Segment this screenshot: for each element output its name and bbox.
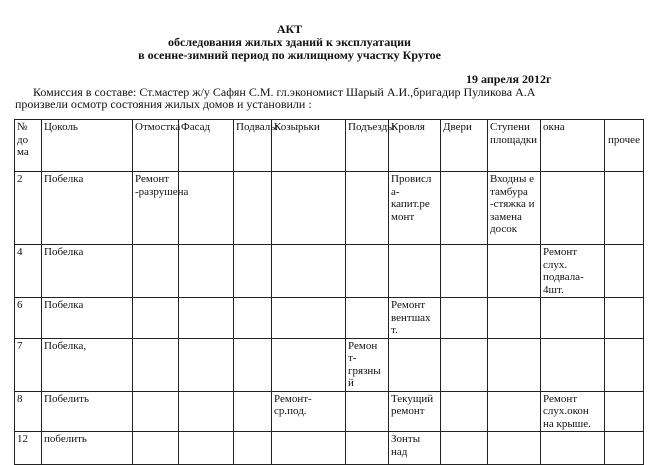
col-tsokol-cell: Побелить [42,391,133,432]
col-dveri-cell [441,432,488,465]
col-krovlya-cell: Провисл а-капит.ре монт [389,172,441,245]
col-stupeni-cell: Входны е тамбура -стяжка и замена досок [488,172,541,245]
col-otmostka-cell: Ремонт -разрушена [133,172,179,245]
col-no-header: № до ма [15,120,42,172]
col-no-cell: 6 [15,298,42,339]
col-fasad-header: Фасад [179,120,234,172]
col-dveri-cell [441,338,488,391]
col-stupeni-cell [488,432,541,465]
col-okna-cell [541,298,605,339]
col-prochee-cell [605,172,644,245]
col-podvaly-header: Подвалы [234,120,272,172]
col-tsokol-cell: Побелка [42,245,133,298]
table-row [15,298,644,339]
col-okna-cell [541,432,605,465]
col-dveri-cell [441,391,488,432]
document-date: 19 апреля 2012г [466,72,552,86]
col-kozyrki-cell: Ремонт- ср.под. [272,391,346,432]
col-kozyrki-header: Козырьки [272,120,346,172]
inspection-table [14,119,644,465]
intro-text: произвели осмотр состояния жилых домов и установили : [15,97,312,111]
col-prochee-cell [605,298,644,339]
col-kozyrki-cell [272,432,346,465]
col-fasad-cell [179,245,234,298]
col-stupeni-cell [488,338,541,391]
col-prochee-cell [605,432,644,465]
col-podvaly-cell [234,172,272,245]
commission-text: Комиссия в составе: Ст.мастер ж/у Сафян С.М. гл.экономист Шарый А.И.,бригадир Пуликова А.А [33,85,536,99]
col-okna-cell [541,172,605,245]
col-no-cell: 7 [15,338,42,391]
col-podezdy-cell: Ремон т-грязны й [346,338,389,391]
col-tsokol-cell: побелить [42,432,133,465]
col-otmostka-header: Отмостка [133,120,179,172]
col-no-cell: 12 [15,432,42,465]
col-krovlya-cell [389,245,441,298]
col-fasad-cell [179,391,234,432]
col-prochee-cell [605,245,644,298]
col-podezdy-header: Подъезды [346,120,389,172]
col-okna-cell: Ремонт слух.окон на крыше. [541,391,605,432]
col-fasad-cell [179,338,234,391]
col-tsokol-header: Цоколь [42,120,133,172]
col-kozyrki-cell [272,172,346,245]
document-title: АКТ [276,22,303,36]
col-krovlya-cell [389,338,441,391]
col-stupeni-cell [488,298,541,339]
col-otmostka-cell [133,298,179,339]
col-prochee-cell [605,391,644,432]
col-krovlya-cell: Зонты над [389,432,441,465]
col-okna-cell [541,338,605,391]
col-prochee-cell [605,338,644,391]
col-otmostka-cell [133,432,179,465]
col-krovlya-cell: Ремонт вентшах т. [389,298,441,339]
col-kozyrki-cell [272,298,346,339]
col-dveri-cell [441,298,488,339]
col-tsokol-cell: Побелка [42,298,133,339]
col-dveri-cell [441,172,488,245]
col-podezdy-cell [346,391,389,432]
table-row [15,172,644,245]
col-podezdy-cell [346,432,389,465]
col-otmostka-cell [133,245,179,298]
col-tsokol-cell: Побелка, [42,338,133,391]
col-no-cell: 4 [15,245,42,298]
col-podezdy-cell [346,245,389,298]
col-krovlya-header: Кровля [389,120,441,172]
col-kozyrki-cell [272,338,346,391]
col-podvaly-cell [234,245,272,298]
col-podvaly-cell [234,432,272,465]
col-podvaly-cell [234,391,272,432]
table-header-row [15,120,644,172]
col-krovlya-cell: Текущий ремонт [389,391,441,432]
col-otmostka-cell [133,338,179,391]
col-stupeni-header: Ступени площадки [488,120,541,172]
table-row [15,391,644,432]
col-no-cell: 2 [15,172,42,245]
col-no-cell: 8 [15,391,42,432]
col-otmostka-cell [133,391,179,432]
col-fasad-cell [179,432,234,465]
col-fasad-cell [179,298,234,339]
col-podezdy-cell [346,172,389,245]
col-stupeni-cell [488,245,541,298]
col-kozyrki-cell [272,245,346,298]
col-okna-header: окна [541,120,605,172]
document-subtitle: обследования жилых зданий к эксплуатации [168,35,411,49]
col-dveri-cell [441,245,488,298]
col-prochee-header: прочее [605,120,644,172]
col-tsokol-cell: Побелка [42,172,133,245]
col-stupeni-cell [488,391,541,432]
col-podvaly-cell [234,298,272,339]
table-row [15,432,644,465]
table-row [15,245,644,298]
col-fasad-cell [179,172,234,245]
col-okna-cell: Ремонт слух. подвала- 4шт. [541,245,605,298]
col-podvaly-cell [234,338,272,391]
document-subtitle-2: в осенне-зимний период по жилищному участку Крутое [138,48,441,62]
table-row [15,338,644,391]
col-dveri-header: Двери [441,120,488,172]
col-podezdy-cell [346,298,389,339]
